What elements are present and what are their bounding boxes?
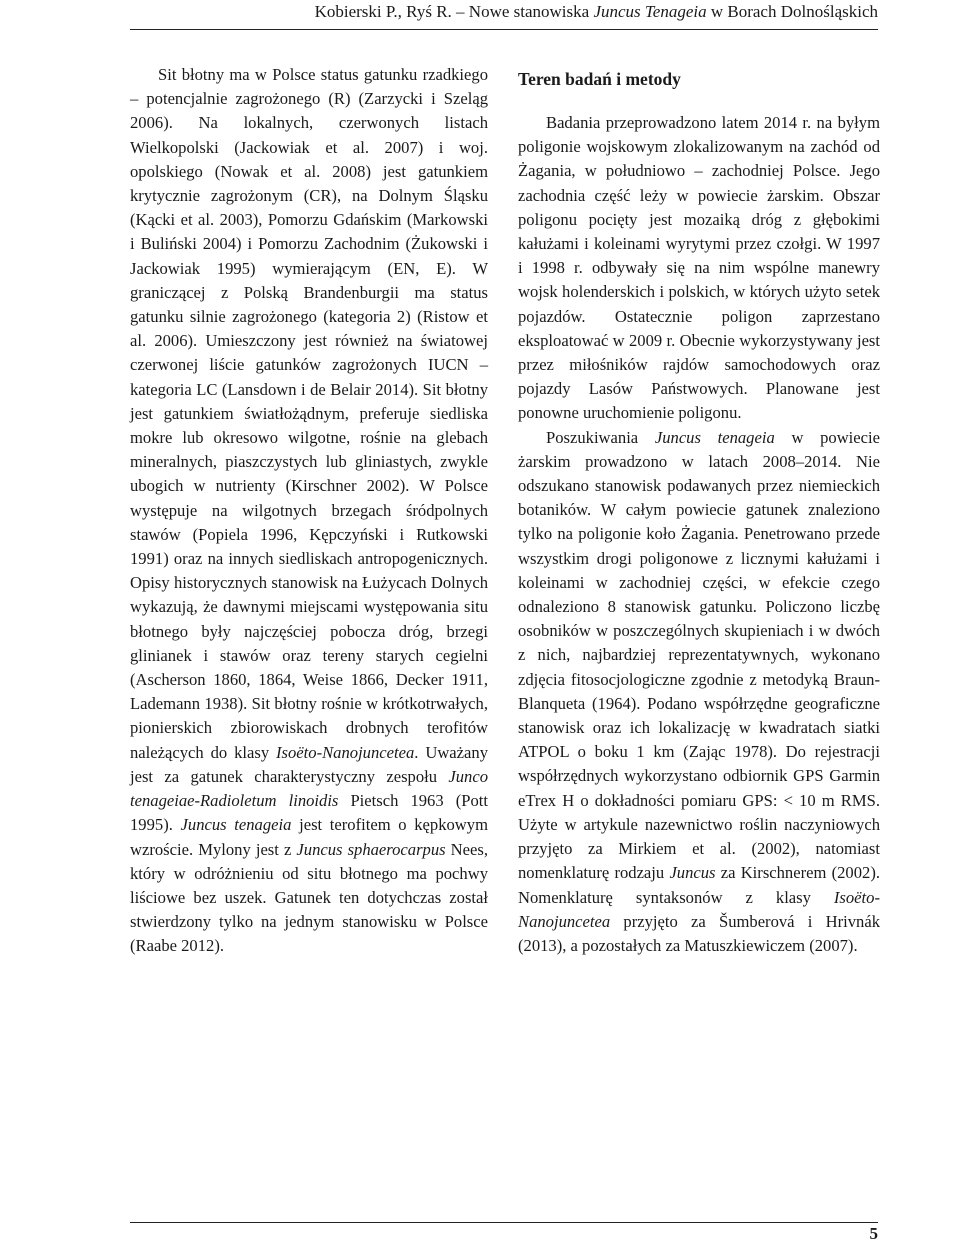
text-run: za Kirschnerem (2002). Nomenklaturę syntaksonów z klasy <box>518 863 880 907</box>
italic-run: Juncus <box>669 863 716 883</box>
italic-run: Juncus tenageia <box>180 815 292 835</box>
italic-run: Isoëto-Nanojuncetea <box>518 887 880 931</box>
running-header <box>130 0 878 30</box>
text-run: . Uważany jest za gatunek charakterystyczny zespołu <box>130 742 488 786</box>
text-run: jest terofitem o kępkowym wzroście. Mylony jest z <box>130 815 488 859</box>
left-paragraph <box>130 63 488 959</box>
italic-run: Isoëto-Nanojuncetea <box>276 742 415 762</box>
right-paragraph-2 <box>518 426 880 958</box>
text-run: Pietsch 1963 (Pott 1995). <box>130 791 488 835</box>
header-authors: Kobierski P., Ryś R. – Nowe stanowiska <box>314 2 594 21</box>
italic-run: Junco tenageiae-Radioletum linoidis <box>130 766 488 811</box>
header-place: w Borach Dolnośląskich <box>706 2 878 21</box>
text-run: Nees, który w odróżnieniu od situ błotnego ma pochwy liściowe bez uszek. Gatunek ten dotychczas został stwierdzony tylko na jednym stanowisku w Polsce (Raabe 2012). <box>130 839 488 956</box>
italic-run: Juncus tenageia <box>654 427 775 447</box>
page-number: 5 <box>869 1224 878 1243</box>
right-column <box>518 63 880 958</box>
right-paragraph-1: Badania przeprowadzono latem 2014 r. na byłym poligonie wojskowym zlokalizowanym na zachód od Żagania, w południowo – zachodniej Polsce. Jego zachodnia część leży w powiecie żarskim. Obszar poligonu pocięty jest mozaiką dróg z głębokimi kałużami i koleinami wyrytymi przez czołgi. W 1997 i 1998 r. odbywały się na nim wspólne manewry wojsk holenderskich i polskich, w których użyto setek pojazdów. Ostatecznie poligon zaprzestano eksploatować w 2009 r. Obecnie wykorzystywany jest przez miłośników rajdów samochodowych oraz pojazdy Lasów Państwowych. Planowane jest ponowne uruchomienie poligonu. <box>518 113 880 423</box>
header-species: Juncus Tenageia <box>593 2 707 21</box>
italic-run: Juncus sphaerocarpus <box>296 839 446 859</box>
footer-rule <box>130 1222 878 1223</box>
left-column <box>130 63 488 959</box>
text-run: w powiecie żarskim prowadzono w latach 2008–2014. Nie odszukano stanowisk podawanych przez niemieckich botaników. W całym powiecie gatunek znaleziono tylko na poligonie koło Żagania. Penetrowano przede wszystkim drogi poligonowe z licznymi kałużami i koleinami w zachodniej części, w efekcie czego odnaleziono 8 stanowisk gatunku. Policzono liczbę osobników w poszczególnych skupieniach i w dwóch z nich, najbardziej reprezentatywnych, wykonano zdjęcia fitosocjologiczne zgodnie z metodyką Braun-Blanqueta (1964). Podano współrzędne geograficzne stanowisk oraz ich lokalizację w kwadratach siatki ATPOL o boku 1 km (Zając 1978). Do rejestracji współrzędnych wykorzystano odbiornik GPS Garmin eTrex H o dokładności pomiaru GPS: < 10 m RMS. Użyte w artykule nazewnictwo roślin naczyniowych przyjęto za Mirkiem et al. (2002), natomiast nomenklaturę rodzaju <box>518 427 880 883</box>
text-run: przyjęto za Šumberová i Hrivnák (2013), a pozostałych za Matuszkiewiczem (2007). <box>518 911 880 955</box>
text-run: Poszukiwania <box>546 427 655 447</box>
section-title: Teren badań i metody <box>518 69 681 89</box>
text-run: Sit błotny ma w Polsce status gatunku rzadkiego – potencjalnie zagrożonego (R) (Zarzycki i Szeląg 2006). Na lokalnych, czerwonych listach Wielkopolski (Jackowiak et al. 2007) i woj. opolskiego (Nowak et al. 2008) jest gatunkiem krytycznie zagrożonym (CR), na Dolnym Śląsku (Kącki et al. 2003), Pomorzu Gdańskim (Markowski i Buliński 2004) i Pomorzu Zachodnim (Żukowski i Jackowiak 1995) wymierającym (EN, E). W graniczącej z Polską Brandenburgii ma status gatunku silnie zagrożonego (kategoria 2) (Ristow et al. 2006). Umieszczony jest również na światowej czerwonej liście gatunków zagrożonych IUCN – kategoria LC (Lansdown i de Belair 2014). Sit błotny jest gatunkiem światłożądnym, preferuje siedliska mokre lub okresowo wilgotne, rośnie na glebach mineralnych, piaszczystych lub gliniastych, zwykle ubogich w nutrienty (Kirschner 2002). W Polsce występuje na wilgotnych brzegach śródpolnych stawów (Popiela 1996, Kępczyński i Rutkowski 1991) oraz na innych siedliskach antropogenicznych. Opisy historycznych stanowisk na Łużycach Dolnych wykazują, że dawnymi miejscami występowania situ błotnego były najczęściej pobocza dróg, brzegi glinianek i stawów oraz tereny starych cegielni (Ascherson 1860, 1864, Weise 1866, Decker 1911, Lademann 1938). Sit błotny rośnie w krótkotrwałych, pionierskich zbiorowiskach drobnych terofitów należących do klasy <box>130 65 488 762</box>
